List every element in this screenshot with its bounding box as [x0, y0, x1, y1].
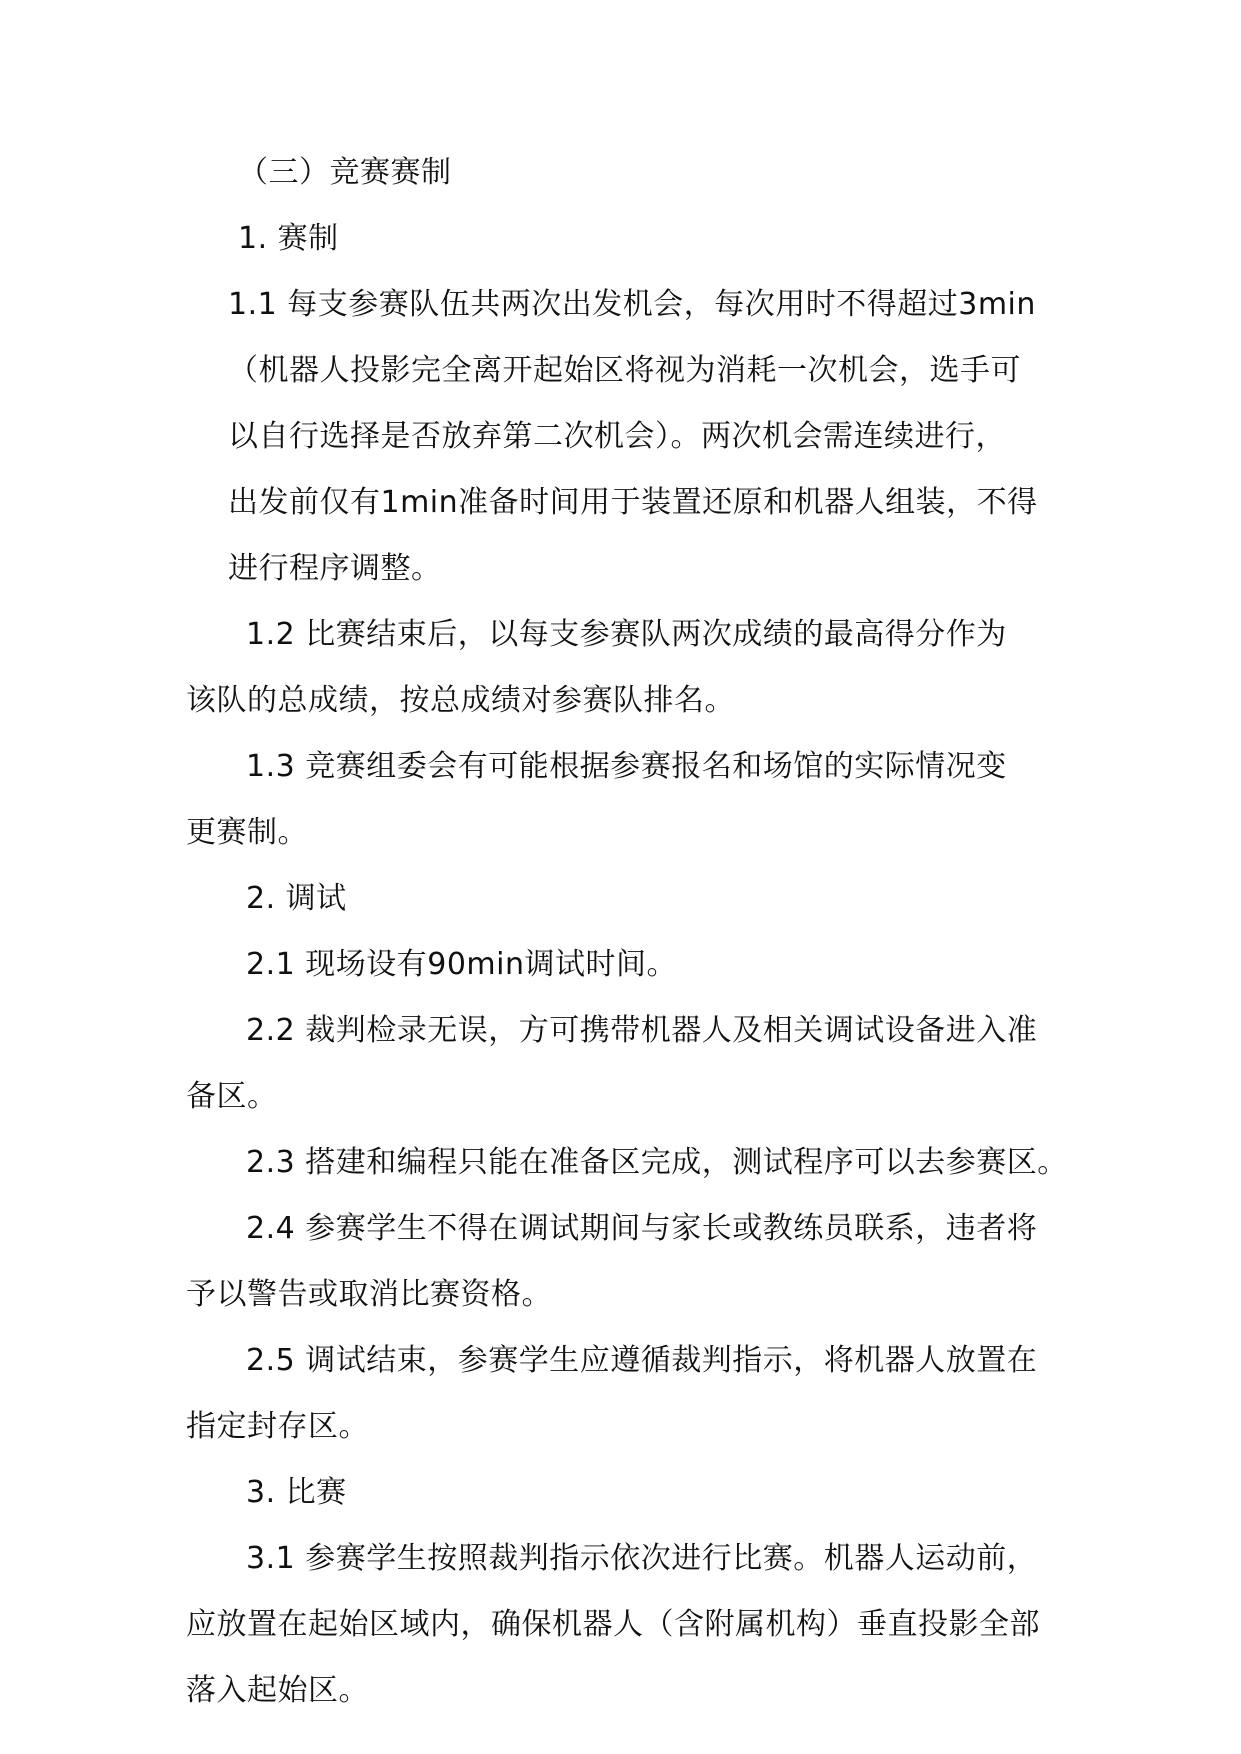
paragraph-2-4-line-2: 予以警告或取消比赛资格。	[186, 1277, 552, 1312]
paragraph-2-1: 2.1 现场设有90min调试时间。	[246, 947, 677, 982]
paragraph-1-3-line-2: 更赛制。	[186, 815, 308, 850]
paragraph-1-2-line-2: 该队的总成绩，按总成绩对参赛队排名。	[186, 683, 735, 718]
paragraph-1-1-line-2: （机器人投影完全离开起始区将视为消耗一次机会，选手可	[228, 353, 1021, 388]
paragraph-2-2-line-1: 2.2 裁判检录无误，方可携带机器人及相关调试设备进入准	[246, 1013, 1038, 1048]
heading-2: 2. 调试	[246, 881, 347, 916]
paragraph-2-2-line-2: 备区。	[186, 1079, 278, 1114]
heading-3: 3. 比赛	[246, 1475, 347, 1510]
paragraph-3-1-line-2: 应放置在起始区域内，确保机器人（含附属机构）垂直投影全部	[186, 1607, 1040, 1642]
paragraph-1-3-line-1: 1.3 竞赛组委会有可能根据参赛报名和场馆的实际情况变	[246, 749, 1007, 784]
paragraph-2-4-line-1: 2.4 参赛学生不得在调试期间与家长或教练员联系，违者将	[246, 1211, 1038, 1246]
paragraph-1-2-line-1: 1.2 比赛结束后，以每支参赛队两次成绩的最高得分作为	[246, 617, 1007, 652]
section-title: （三）竞赛赛制	[238, 155, 452, 190]
paragraph-3-1-line-3: 落入起始区。	[186, 1673, 369, 1708]
paragraph-1-1-line-1: 1.1 每支参赛队伍共两次出发机会，每次用时不得超过3min	[228, 287, 1036, 322]
paragraph-1-1-line-3: 以自行选择是否放弃第二次机会）。两次机会需连续进行，	[228, 419, 1006, 454]
paragraph-2-5-line-1: 2.5 调试结束，参赛学生应遵循裁判指示，将机器人放置在	[246, 1343, 1038, 1378]
paragraph-1-1-line-4: 出发前仅有1min准备时间用于装置还原和机器人组装，不得	[228, 485, 1038, 520]
paragraph-2-5-line-2: 指定封存区。	[186, 1409, 369, 1444]
paragraph-1-1-line-5: 进行程序调整。	[228, 551, 442, 586]
paragraph-3-1-line-1: 3.1 参赛学生按照裁判指示依次进行比赛。机器人运动前，	[246, 1541, 1038, 1576]
paragraph-2-3: 2.3 搭建和编程只能在准备区完成，测试程序可以去参赛区。	[246, 1145, 1068, 1180]
heading-1: 1. 赛制	[238, 221, 339, 256]
